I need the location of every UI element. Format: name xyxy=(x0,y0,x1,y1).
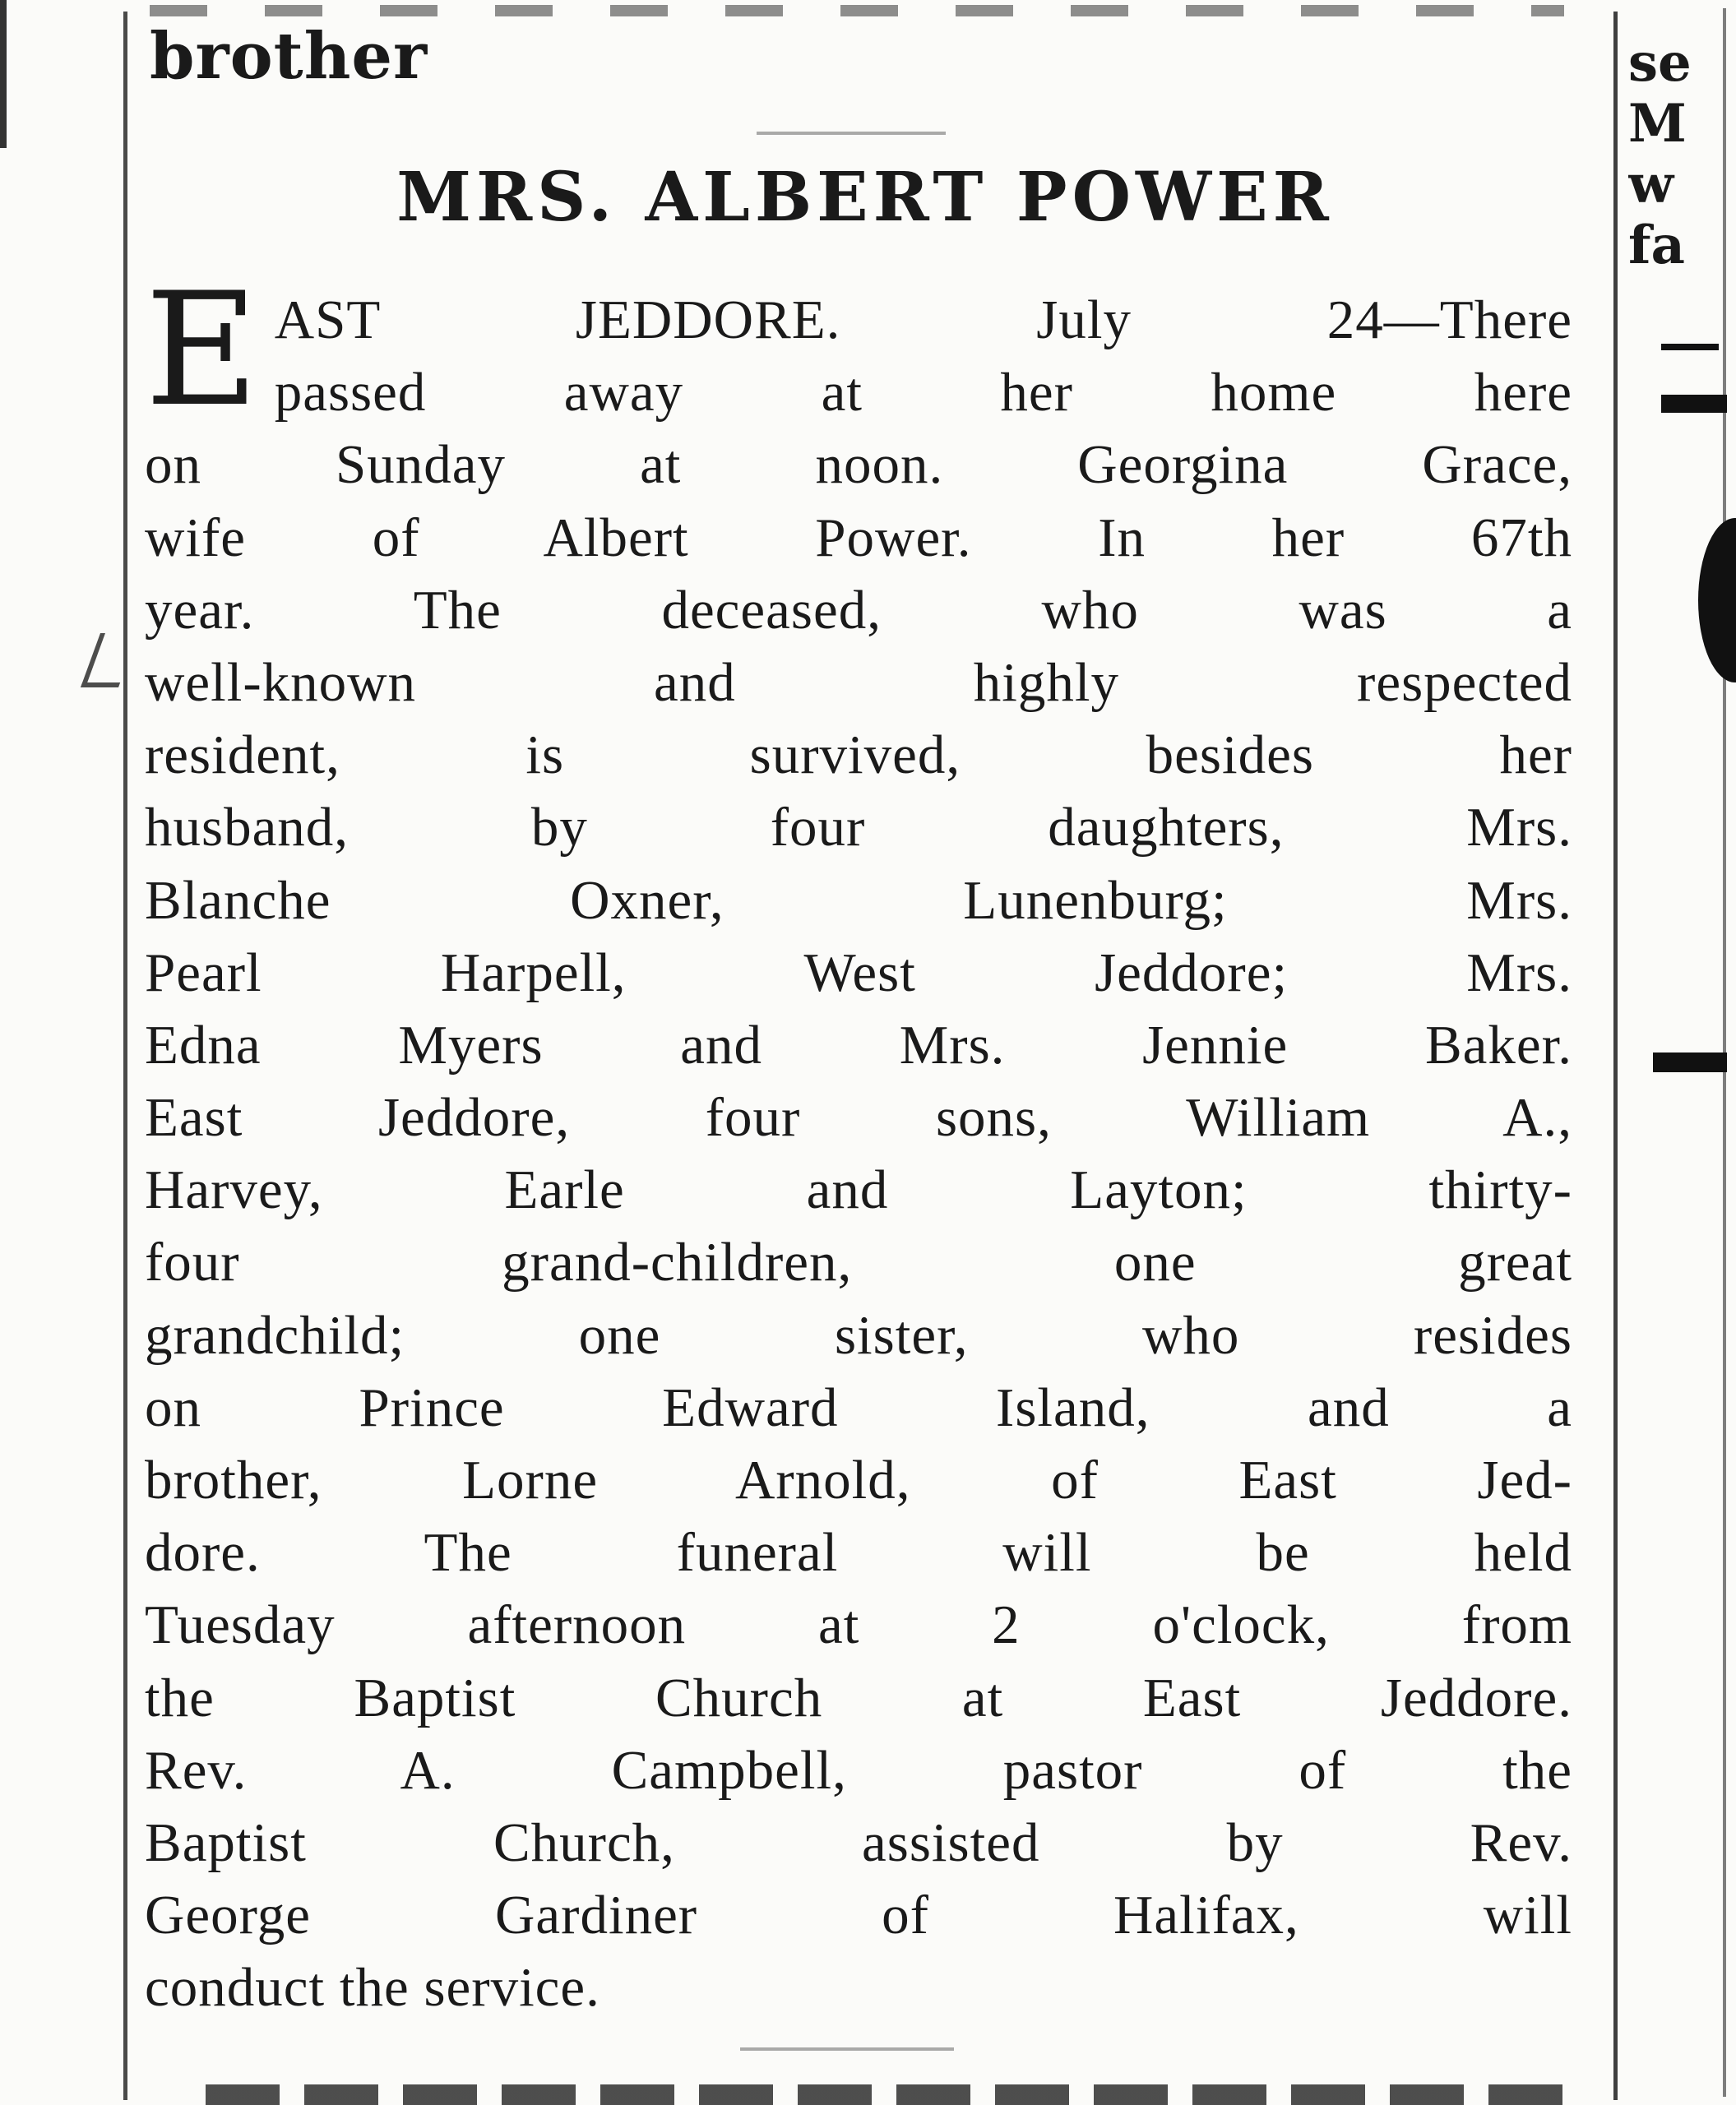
separator-dash xyxy=(740,2047,954,2051)
obituary-body xyxy=(145,259,1572,2024)
article-line: wife of Albert Power. In her 67th xyxy=(145,507,1572,568)
article-line: on Prince Edward Island, and a xyxy=(145,1376,1572,1438)
article-line: resident, is survived, besides her xyxy=(145,724,1572,786)
article-line: dore. The funeral will be held xyxy=(145,1522,1572,1584)
margin-mark xyxy=(0,0,7,148)
article-line: well-known and highly respected xyxy=(145,651,1572,713)
article-line: year. The deceased, who was a xyxy=(145,579,1572,641)
adjacent-fragment-line: M xyxy=(1628,93,1687,155)
article-line: Blanche Oxner, Lunenburg; Mrs. xyxy=(145,869,1572,931)
article-line: passed away at her home here xyxy=(274,362,1572,423)
article-line: Tuesday afternoon at 2 o'clock, from xyxy=(145,1594,1572,1656)
cutoff-text-row xyxy=(150,5,1564,16)
drop-cap: E xyxy=(145,259,260,441)
adjacent-rule-mark xyxy=(1661,344,1719,350)
adjacent-fragment-line: fa xyxy=(1628,215,1685,276)
separator-dash xyxy=(757,132,946,135)
next-headline-cutoff xyxy=(206,2084,1562,2105)
article-line: Rev. A. Campbell, pastor of the xyxy=(145,1739,1572,1801)
article-line: Baptist Church, assisted by Rev. xyxy=(145,1811,1572,1873)
column-rule-right xyxy=(1613,12,1618,2100)
adjacent-column-fragment xyxy=(1628,33,1723,276)
article-line: husband, by four daughters, Mrs. xyxy=(145,797,1572,858)
column-rule-left xyxy=(123,12,127,2100)
column-notch xyxy=(81,633,138,687)
adjacent-fragment-line: w xyxy=(1628,154,1674,215)
article-line: George Gardiner of Halifax, will xyxy=(145,1885,1572,1946)
article-line: conduct the service. xyxy=(145,1957,600,2019)
article-line: brother, Lorne Arnold, of East Jed- xyxy=(145,1450,1572,1511)
article-line: on Sunday at noon. Georgina Grace, xyxy=(145,434,1572,496)
adjacent-fragment-line: se xyxy=(1628,33,1692,94)
article-line: AST JEDDORE. July 24—There xyxy=(274,289,1572,350)
article-line: grandchild; one sister, who resides xyxy=(145,1304,1572,1366)
article-line: four grand-children, one great xyxy=(145,1232,1572,1293)
article-line: Harvey, Earle and Layton; thirty- xyxy=(145,1159,1572,1221)
adjacent-rule-mark xyxy=(1653,1052,1727,1072)
previous-article-fragment: brother xyxy=(150,19,428,94)
article-line: the Baptist Church at East Jeddore. xyxy=(145,1667,1572,1728)
article-line: Edna Myers and Mrs. Jennie Baker. xyxy=(145,1014,1572,1076)
adjacent-rule-mark xyxy=(1661,395,1727,413)
adjacent-letter-fragment xyxy=(1698,518,1736,682)
obituary-headline: MRS. ALBERT POWER xyxy=(396,158,1334,237)
article-line: East Jeddore, four sons, William A., xyxy=(145,1087,1572,1149)
article-line: Pearl Harpell, West Jeddore; Mrs. xyxy=(145,941,1572,1003)
